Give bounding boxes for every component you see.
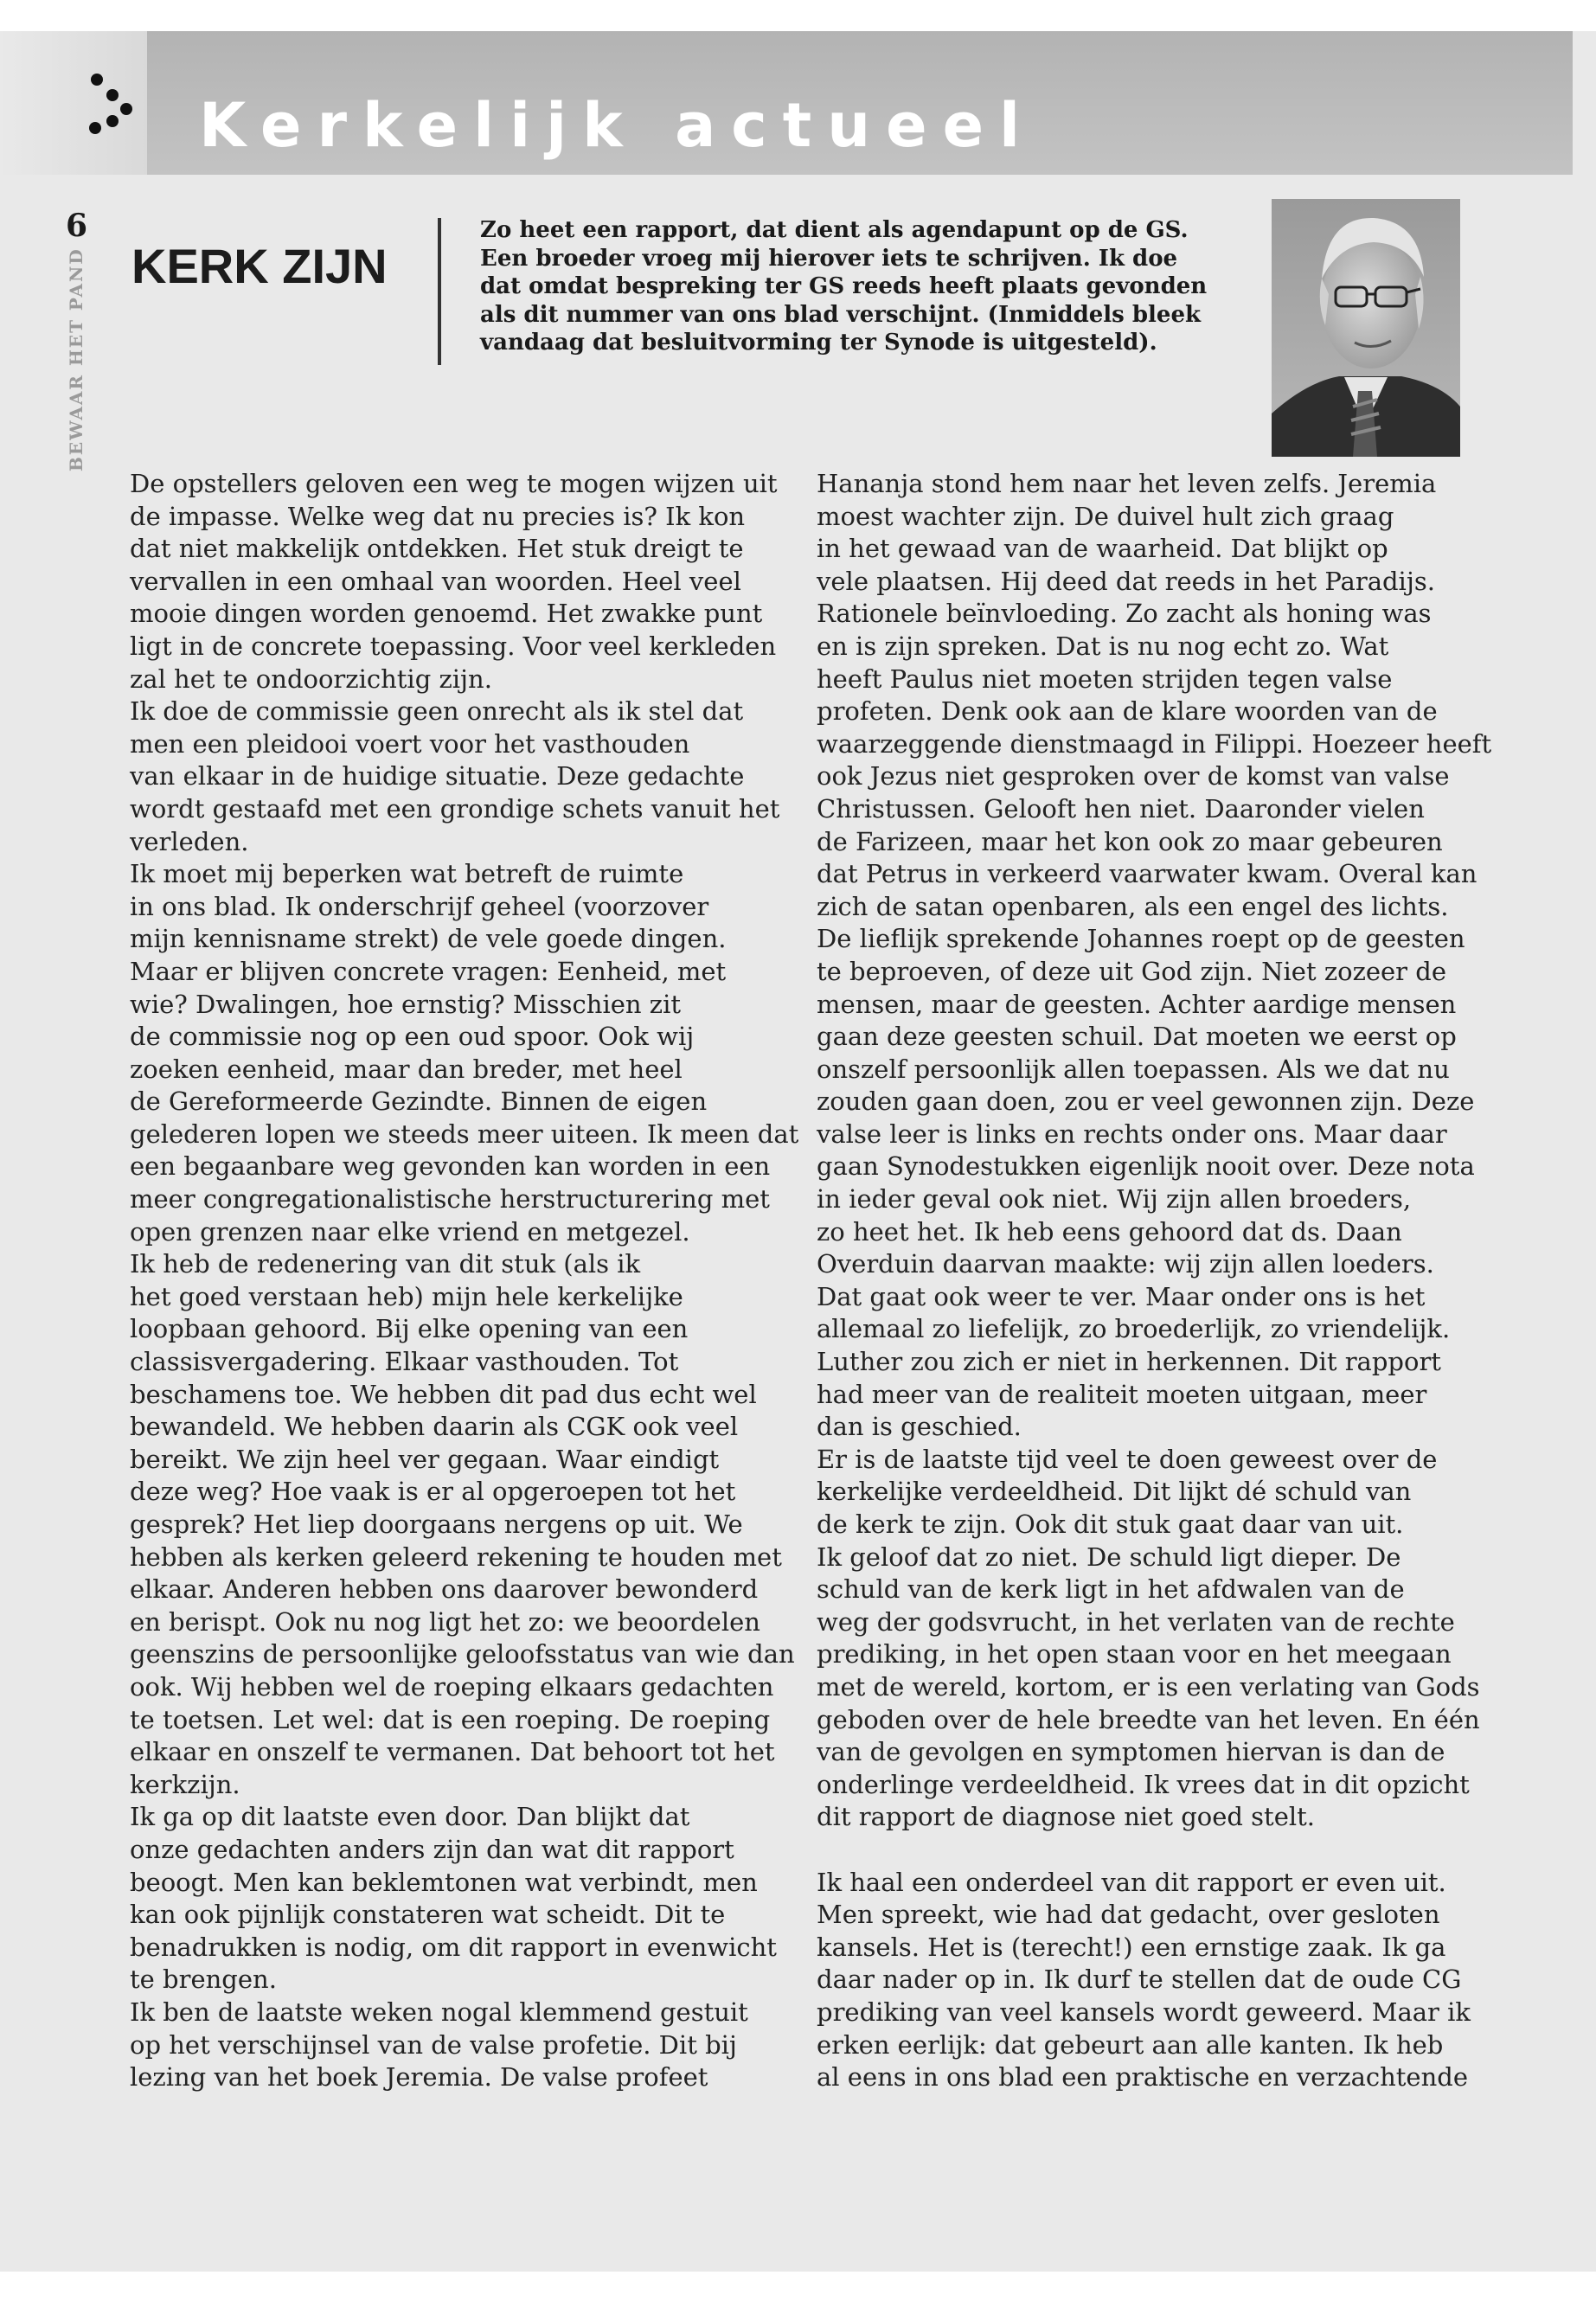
body-text-line: Ik geloof dat zo niet. De schuld ligt dieper. De	[817, 1541, 1401, 1572]
body-text-line: de kerk te zijn. Ook dit stuk gaat daar van uit.	[817, 1509, 1404, 1539]
body-text-line: vele plaatsen. Hij deed dat reeds in het Paradijs.	[817, 566, 1435, 596]
body-text-line: gesprek? Het liep doorgaans nergens op uit. We	[130, 1509, 743, 1539]
body-text-line: van elkaar in de huidige situatie. Deze gedachte	[130, 761, 745, 792]
body-text-line: het goed verstaan heb) mijn hele kerkelijke	[130, 1281, 683, 1311]
body-text-line: onderlinge verdeeldheid. Ik vrees dat in dit opzicht	[817, 1769, 1470, 1799]
body-text-line: met de wereld, kortom, er is een verlating van Gods	[817, 1671, 1480, 1702]
body-text-line: bewandeld. We hebben daarin als CGK ook veel	[130, 1412, 739, 1442]
body-text-line: Rationele beïnvloeding. Zo zacht als honing was	[817, 599, 1432, 629]
body-text-line: zich de satan openbaren, als een engel des lichts.	[817, 891, 1449, 921]
body-text-line: meer congregationalistische herstructurering met	[130, 1184, 770, 1215]
body-text-line: Men spreekt, wie had dat gedacht, over gesloten	[817, 1900, 1440, 1930]
body-text-line: ligt in de concrete toepassing. Voor veel kerkleden	[130, 631, 777, 661]
body-text-line: Christussen. Gelooft hen niet. Daaronder vielen	[817, 793, 1425, 824]
body-text-line: de impasse. Welke weg dat nu precies is? Ik kon	[130, 501, 746, 531]
body-text-line: Ik moet mij beperken wat betreft de ruimte	[130, 859, 684, 889]
body-text-line: kansels. Het is (terecht!) een ernstige zaak. Ik ga	[817, 1932, 1446, 1962]
intro-line: Een broeder vroeg mij hierover iets te schrijven. Ik doe	[480, 245, 1178, 272]
body-text-line: weg der godsvrucht, in het verlaten van de rechte	[817, 1606, 1455, 1637]
article-column-left	[130, 468, 799, 2094]
body-text-line: dat Petrus in verkeerd vaarwater kwam. Overal kan	[817, 859, 1477, 889]
body-text-line: en is zijn spreken. Dat is nu nog echt zo. Wat	[817, 631, 1389, 661]
article-headline: KERK ZIJN	[131, 239, 388, 293]
body-text-line: prediking, in het open staan voor en het meegaan	[817, 1639, 1452, 1670]
body-text-line: profeten. Denk ook aan de klare woorden van de	[817, 696, 1438, 727]
body-text-line: Ik ga op dit laatste even door. Dan blijkt dat	[130, 1802, 690, 1832]
paragraph-spacer	[817, 1834, 1474, 1867]
body-text-line: beschamens toe. We hebben dit pad dus echt wel	[130, 1379, 757, 1409]
body-text-line: dat niet makkelijk ontdekken. Het stuk dreigt te	[130, 534, 744, 564]
body-text-line: waarzeggende dienstmaagd in Filippi. Hoezeer heeft	[817, 728, 1492, 759]
body-text-line: Ik haal een onderdeel van dit rapport er even uit.	[817, 1867, 1446, 1897]
body-text-line: beoogt. Men kan beklemtonen wat verbindt, men	[130, 1867, 758, 1897]
body-text-line: ook. Wij hebben wel de roeping elkaars gedachten	[130, 1671, 774, 1702]
body-text-line: dit rapport de diagnose niet goed stelt.	[817, 1802, 1316, 1832]
body-text-line: mensen, maar de geesten. Achter aardige mensen	[817, 989, 1457, 1019]
body-text-line: De opstellers geloven een weg te mogen wijzen uit	[130, 469, 778, 498]
body-text-line: wie? Dwalingen, hoe ernstig? Misschien zit	[130, 989, 682, 1019]
body-text-line: de Gereformeerde Gezindte. Binnen de eigen	[130, 1086, 708, 1117]
body-text-line: een begaanbare weg gevonden kan worden in een	[130, 1151, 771, 1182]
body-text-line: deze weg? Hoe vaak is er al opgeroepen tot het	[130, 1477, 736, 1507]
body-text-line: mooie dingen worden genoemd. Het zwakke punt	[130, 599, 763, 629]
body-text-line: ook Jezus niet gesproken over de komst van valse	[817, 761, 1450, 792]
body-text-line: bereikt. We zijn heel ver gegaan. Waar eindigt	[130, 1444, 720, 1474]
body-text-line: Er is de laatste tijd veel te doen geweest over de	[817, 1444, 1438, 1474]
body-text-line: Luther zou zich er niet in herkennen. Dit rapport	[817, 1347, 1441, 1377]
body-text-line: Maar er blijven concrete vragen: Eenheid, met	[130, 956, 727, 986]
intro-line: Zo heet een rapport, dat dient als agendapunt op de GS.	[480, 217, 1189, 243]
body-text-line: kerkelijke verdeeldheid. Dit lijkt dé schuld van	[817, 1477, 1412, 1507]
body-text-line: wordt gestaafd met een grondige schets vanuit het	[130, 793, 780, 824]
body-text-line: zal het te ondoorzichtig zijn.	[130, 663, 492, 694]
headline-divider	[438, 218, 441, 365]
body-text-line: benadrukken is nodig, om dit rapport in evenwicht	[130, 1932, 777, 1962]
body-text-line: geenszins de persoonlijke geloofsstatus van wie dan	[130, 1639, 795, 1670]
body-text-line: al eens in ons blad een praktische en verzachtende	[817, 2062, 1468, 2093]
article-intro	[480, 216, 1241, 357]
body-text-line: onszelf persoonlijk allen toepassen. Als we dat nu	[817, 1054, 1450, 1084]
body-text-line: Ik doe de commissie geen onrecht als ik stel dat	[130, 696, 744, 727]
body-text-line: schuld van de kerk ligt in het afdwalen van de	[817, 1574, 1405, 1605]
body-text-line: gaan Synodestukken eigenlijk nooit over. Deze nota	[817, 1151, 1475, 1182]
body-text-line: heeft Paulus niet moeten strijden tegen valse	[817, 663, 1393, 694]
body-text-line: Dat gaat ook weer te ver. Maar onder ons is het	[817, 1281, 1426, 1311]
body-text-line: van de gevolgen en symptomen hiervan is dan de	[817, 1737, 1445, 1767]
body-text-line: kerkzijn.	[130, 1769, 240, 1799]
body-text-line: in ons blad. Ik onderschrijf geheel (voorzover	[130, 891, 709, 921]
body-text-line: Overduin daarvan maakte: wij zijn allen loeders.	[817, 1249, 1434, 1279]
body-text-line: men een pleidooi voert voor het vasthouden	[130, 728, 690, 759]
body-text-line: open grenzen naar elke vriend en metgezel.	[130, 1216, 690, 1247]
body-text-line: geboden over de hele breedte van het leven. En één	[817, 1704, 1480, 1734]
body-text-line: te beproeven, of deze uit God zijn. Niet zozeer de	[817, 956, 1446, 986]
body-text-line: allemaal zo liefelijk, zo broederlijk, zo vriendelijk.	[817, 1314, 1451, 1344]
body-text-line: classisvergadering. Elkaar vasthouden. Tot	[130, 1347, 679, 1377]
body-text-line: zo heet het. Ik heb eens gehoord dat ds. Daan	[817, 1216, 1402, 1247]
intro-line: als dit nummer van ons blad verschijnt. (Inmiddels bleek	[480, 301, 1202, 328]
body-text-line: elkaar en onszelf te vermanen. Dat behoort tot het	[130, 1737, 775, 1767]
body-text-line: De lieflijk sprekende Johannes roept op de geesten	[817, 924, 1465, 954]
dots-logo-icon	[87, 71, 135, 137]
body-text-line: mijn kennisname strekt) de vele goede dingen.	[130, 924, 727, 954]
body-text-line: daar nader op in. Ik durf te stellen dat de oude CG	[817, 1965, 1462, 1995]
section-title: Kerkelijk actueel	[199, 90, 1036, 161]
body-text-line: de Farizeen, maar het kon ook zo maar gebeuren	[817, 826, 1443, 856]
body-text-line: Ik ben de laatste weken nogal klemmend gestuit	[130, 1997, 748, 2027]
body-text-line: prediking van veel kansels wordt geweerd. Maar ik	[817, 1997, 1471, 2027]
body-text-line: kan ook pijnlijk constateren wat scheidt. Dit te	[130, 1900, 726, 1930]
body-text-line: zoeken eenheid, maar dan breder, met heel	[130, 1054, 683, 1084]
body-text-line: elkaar. Anderen hebben ons daarover bewonderd	[130, 1574, 759, 1605]
body-text-line: Hananja stond hem naar het leven zelfs. Jeremia	[817, 469, 1437, 498]
intro-line: dat omdat bespreking ter GS reeds heeft plaats gevonden	[480, 273, 1208, 299]
body-text-line: gelederen lopen we steeds meer uiteen. Ik meen dat	[130, 1118, 799, 1149]
body-text-line: de commissie nog op een oud spoor. Ook wij	[130, 1022, 695, 1052]
body-text-line: erken eerlijk: dat gebeurt aan alle kanten. Ik heb	[817, 2029, 1444, 2060]
body-text-line: te brengen.	[130, 1965, 277, 1995]
body-text-line: had meer van de realiteit moeten uitgaan, meer	[817, 1379, 1427, 1409]
body-text-line: in het gewaad van de waarheid. Dat blijkt op	[817, 534, 1388, 564]
body-text-line: loopbaan gehoord. Bij elke opening van een	[130, 1314, 689, 1344]
body-text-line: Ik heb de redenering van dit stuk (als ik	[130, 1249, 641, 1279]
body-text-line: lezing van het boek Jeremia. De valse profeet	[130, 2062, 708, 2093]
body-text-line: vervallen in een omhaal van woorden. Heel veel	[130, 566, 741, 596]
body-text-line: gaan deze geesten schuil. Dat moeten we eerst op	[817, 1022, 1457, 1052]
body-text-line: dan is geschied.	[817, 1412, 1022, 1442]
body-text-line: in ieder geval ook niet. Wij zijn allen broeders,	[817, 1184, 1412, 1215]
intro-line: vandaag dat besluitvorming ter Synode is uitgesteld).	[480, 330, 1157, 356]
body-text-line: hebben als kerken geleerd rekening te houden met	[130, 1541, 782, 1572]
body-text-line: verleden.	[130, 826, 249, 856]
author-portrait	[1272, 199, 1460, 457]
article-column-right	[817, 468, 1492, 2094]
body-text-line: op het verschijnsel van de valse profetie. Dit bij	[130, 2029, 737, 2060]
body-text-line: te toetsen. Let wel: dat is een roeping. De roeping	[130, 1704, 771, 1734]
body-text-line: zouden gaan doen, zou er veel gewonnen zijn. Deze	[817, 1086, 1475, 1117]
body-text-line: valse leer is links en rechts onder ons. Maar daar	[817, 1118, 1447, 1149]
body-text-line: en berispt. Ook nu nog ligt het zo: we beoordelen	[130, 1606, 760, 1637]
body-text-line: moest wachter zijn. De duivel hult zich graag	[817, 501, 1394, 531]
side-label: BEWAAR HET PAND	[66, 247, 87, 471]
page-number: 6	[66, 208, 88, 244]
body-text-line: onze gedachten anders zijn dan wat dit rapport	[130, 1834, 734, 1864]
